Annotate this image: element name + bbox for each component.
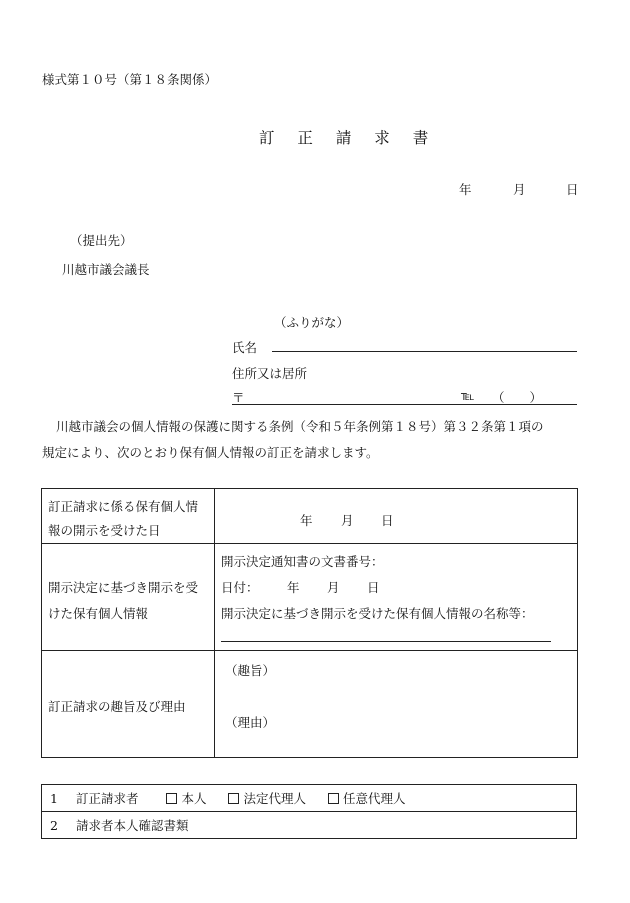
date-day: 日 (566, 182, 579, 197)
disclosure-month: 月 (341, 513, 354, 528)
purpose-reason-value-cell[interactable] (215, 651, 578, 758)
request-table (41, 488, 578, 758)
option-legal-agent[interactable]: 法定代理人 (228, 791, 306, 806)
id-documents-number: 2 (50, 818, 58, 833)
disclosure-date-label-line1: 訂正請求に係る保有個人情 (48, 499, 199, 514)
body-text-line2: 規定により、次のとおり保有個人情報の訂正を請求します。 (42, 445, 379, 460)
page-title: 訂 正 請 求 書 (259, 129, 438, 147)
disclosure-date-label-cell (42, 489, 215, 544)
address-label: 住所又は居所 (232, 366, 308, 381)
table-row-disclosure-date (42, 489, 578, 544)
checkbox-icon[interactable] (328, 793, 339, 804)
id-documents-cell[interactable] (42, 812, 577, 839)
postal-mark: 〒 (232, 390, 245, 405)
table-row-disclosed-info (42, 544, 578, 651)
disclosed-name-field[interactable] (221, 641, 551, 642)
disclosed-info-label-cell (42, 544, 215, 651)
id-documents-label: 請求者本人確認書類 (75, 818, 189, 833)
checkbox-icon[interactable] (228, 793, 239, 804)
disclosed-month: 月 (327, 580, 340, 595)
recipient-label: （提出先） (70, 233, 133, 248)
disclosed-info-label-line2: けた保有個人情報 (48, 606, 149, 621)
table-row-purpose-reason (42, 651, 578, 758)
date-label: 日付： (221, 580, 259, 595)
requester-type-number: 1 (50, 791, 58, 806)
disclosed-name-label: 開示決定に基づき開示を受けた保有個人情報の名称等： (221, 606, 534, 621)
requester-type-row (42, 785, 577, 812)
purpose-label: （趣旨） (225, 663, 276, 678)
disclosed-day: 日 (367, 580, 380, 595)
name-field[interactable] (272, 351, 577, 352)
disclosure-date-label-line2: 報の開示を受けた日 (48, 523, 161, 538)
checkbox-icon[interactable] (166, 793, 177, 804)
purpose-reason-label: 訂正請求の趣旨及び理由 (48, 699, 186, 714)
disclosed-year: 年 (287, 580, 300, 595)
date-year: 年 (459, 182, 472, 197)
tel-mark: ℡ (461, 388, 475, 403)
reason-label: （理由） (225, 715, 276, 730)
address-field[interactable] (232, 404, 577, 405)
requester-type-label: 訂正請求者 (75, 791, 139, 806)
body-text-line1: 川越市議会の個人情報の保護に関する条例（令和５年条例第１８号）第３２条第１項の (56, 419, 544, 434)
id-documents-row (42, 812, 577, 839)
tel-paren: （ ） (492, 390, 543, 405)
date-month: 月 (513, 182, 526, 197)
disclosure-year: 年 (300, 513, 313, 528)
doc-number-label: 開示決定通知書の文書番号： (221, 554, 384, 569)
requester-type-cell (42, 785, 577, 812)
disclosure-date-value-cell[interactable] (215, 489, 578, 544)
option-self[interactable]: 本人 (166, 791, 206, 806)
name-label: 氏名 (232, 340, 258, 355)
form-number: 様式第１０号（第１８条関係） (42, 72, 218, 87)
option-voluntary-agent[interactable]: 任意代理人 (328, 791, 406, 806)
requester-table (41, 784, 577, 839)
recipient-name: 川越市議会議長 (62, 262, 150, 277)
purpose-reason-label-cell (42, 651, 215, 758)
disclosed-info-label-line1: 開示決定に基づき開示を受 (48, 580, 199, 595)
disclosure-day: 日 (381, 513, 394, 528)
disclosed-info-value-cell[interactable] (215, 544, 578, 651)
furigana-label: （ふりがな） (274, 315, 350, 330)
